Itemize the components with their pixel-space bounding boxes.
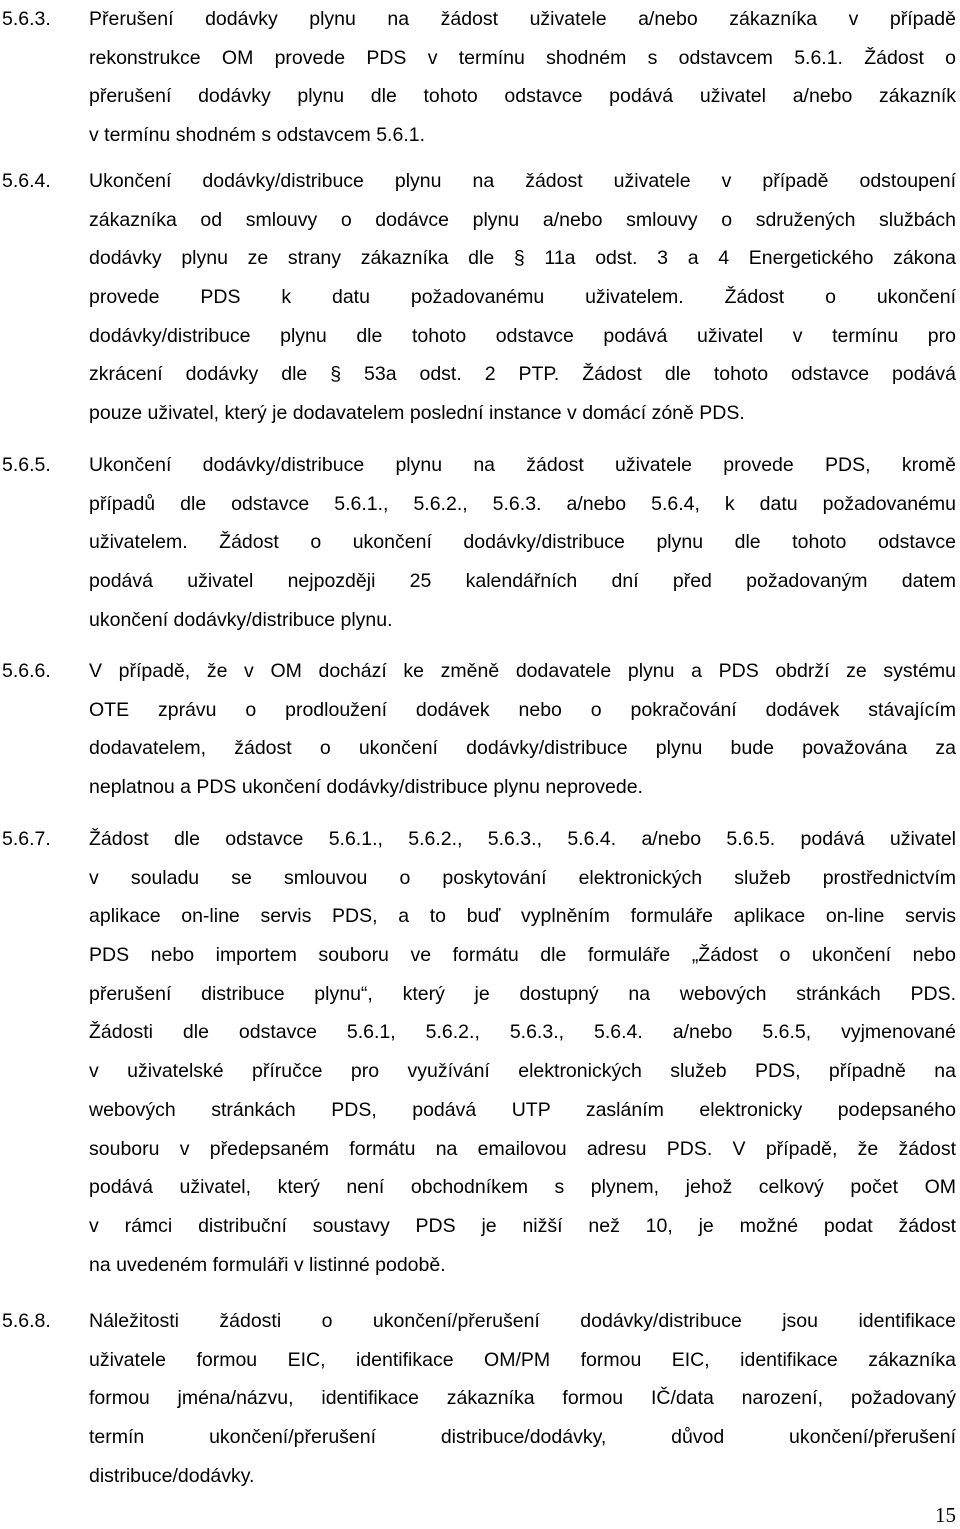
text-line: přerušení distribuce plynu“, který je dostupný na webových stránkách PDS. (89, 982, 956, 1005)
text-line: přerušení dodávky plynu dle tohoto odstavce podává uživatel a/nebo zákazník (89, 85, 956, 108)
section-number: 5.6.5. (2, 454, 51, 476)
text-line: v souladu se smlouvou o poskytování elektronických služeb prostřednictvím (89, 866, 956, 889)
text-line: Ukončení dodávky/distribuce plynu na žádost uživatele provede PDS, kromě (89, 454, 956, 476)
text-line: OTE zprávu o prodloužení dodávek nebo o pokračování dodávek stávajícím (89, 698, 956, 721)
section-text (89, 446, 956, 639)
section-text (89, 1302, 956, 1495)
text-line: podává uživatel, který není obchodníkem s plynem, jehož celkový počet OM (89, 1176, 956, 1199)
text-line: v termínu shodném s odstavcem 5.6.1. (89, 124, 425, 147)
section-number: 5.6.4. (2, 170, 51, 192)
text-line: provede PDS k datu požadovanému uživatelem. Žádost o ukončení (89, 286, 956, 309)
text-line: na uvedeném formuláři v listinné podobě. (89, 1253, 446, 1276)
text-line: dodavatelem, žádost o ukončení dodávky/distribuce plynu bude považována za (89, 737, 956, 760)
text-line: termín ukončení/přerušení distribuce/dodávky, důvod ukončení/přerušení (89, 1426, 956, 1449)
text-line: webových stránkách PDS, podává UTP zasláním elektronicky podepsaného (89, 1098, 956, 1121)
section-5-6-5 (2, 446, 956, 639)
text-line: PDS nebo importem souboru ve formátu dle formuláře „Žádost o ukončení nebo (89, 944, 956, 967)
section-number: 5.6.6. (2, 660, 51, 682)
text-line: podává uživatel nejpozději 25 kalendářních dní před požadovaným datem (89, 570, 956, 593)
text-line: souboru v předepsaném formátu na emailovou adresu PDS. V případě, že žádost (89, 1137, 956, 1160)
section-number: 5.6.3. (2, 8, 51, 30)
text-line: zkrácení dodávky dle § 53a odst. 2 PTP. Žádost dle tohoto odstavce podává (89, 363, 956, 386)
text-line: V případě, že v OM dochází ke změně dodavatele plynu a PDS obdrží ze systému (89, 660, 956, 682)
text-line: Přerušení dodávky plynu na žádost uživatele a/nebo zákazníka v případě (89, 8, 956, 30)
text-line: dodávky/distribuce plynu dle tohoto odstavce podává uživatel v termínu pro (89, 324, 956, 347)
text-line: rekonstrukce OM provede PDS v termínu shodném s odstavcem 5.6.1. Žádost o (89, 46, 956, 69)
section-number: 5.6.8. (2, 1310, 51, 1332)
text-line: dodávky plynu ze strany zákazníka dle § 11a odst. 3 a 4 Energetického zákona (89, 247, 956, 270)
text-line: zákazníka od smlouvy o dodávce plynu a/nebo smlouvy o sdružených službách (89, 208, 956, 231)
text-line: aplikace on-line servis PDS, a to buď vyplněním formuláře aplikace on-line servis (89, 905, 956, 928)
text-line: pouze uživatel, který je dodavatelem poslední instance v domácí zóně PDS. (89, 402, 745, 425)
section-text (89, 652, 956, 807)
text-line: uživatele formou EIC, identifikace OM/PM formou EIC, identifikace zákazníka (89, 1348, 956, 1371)
section-5-6-4 (2, 162, 956, 433)
section-5-6-7 (2, 820, 956, 1284)
section-text (89, 162, 956, 433)
text-line: Náležitosti žádosti o ukončení/přerušení dodávky/distribuce jsou identifikace (89, 1310, 956, 1332)
text-line: neplatnou a PDS ukončení dodávky/distribuce plynu neprovede. (89, 776, 643, 799)
text-line: uživatelem. Žádost o ukončení dodávky/distribuce plynu dle tohoto odstavce (89, 531, 956, 554)
text-line: Ukončení dodávky/distribuce plynu na žádost uživatele v případě odstoupení (89, 170, 956, 192)
page-number: 15 (935, 1503, 956, 1527)
text-line: v rámci distribuční soustavy PDS je nižší než 10, je možné podat žádost (89, 1214, 956, 1237)
section-5-6-8 (2, 1302, 956, 1495)
text-line: případů dle odstavce 5.6.1., 5.6.2., 5.6.3. a/nebo 5.6.4, k datu požadovanému (89, 492, 956, 515)
section-text (89, 820, 956, 1284)
section-text (89, 0, 956, 155)
text-line: Žádosti dle odstavce 5.6.1, 5.6.2., 5.6.3., 5.6.4. a/nebo 5.6.5, vyjmenované (89, 1021, 956, 1044)
section-5-6-6 (2, 652, 956, 807)
text-line: formou jména/názvu, identifikace zákazníka formou IČ/data narození, požadovaný (89, 1387, 956, 1410)
text-line: v uživatelské příručce pro využívání elektronických služeb PDS, případně na (89, 1060, 956, 1083)
text-line: Žádost dle odstavce 5.6.1., 5.6.2., 5.6.3., 5.6.4. a/nebo 5.6.5. podává uživatel (89, 828, 956, 850)
text-line: distribuce/dodávky. (89, 1464, 255, 1487)
section-5-6-3 (2, 0, 956, 155)
section-number: 5.6.7. (2, 828, 51, 850)
text-line: ukončení dodávky/distribuce plynu. (89, 608, 393, 631)
